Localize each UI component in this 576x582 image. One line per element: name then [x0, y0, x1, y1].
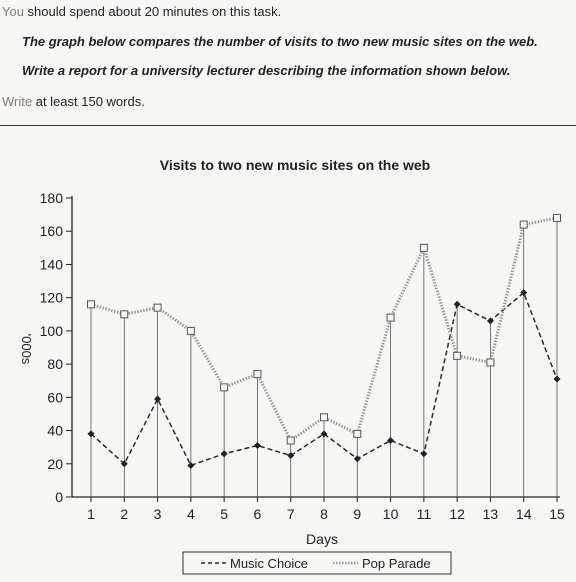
x-tick-label: 7 [286, 506, 295, 522]
x-tick-label: 15 [549, 506, 565, 522]
x-tick-label: 13 [482, 506, 499, 522]
plot-area [40, 190, 565, 522]
instruction-write: Write [2, 94, 33, 109]
chart-title: Visits to two new music sites on the web [159, 157, 431, 173]
x-tick-label: 8 [320, 506, 328, 522]
data-point-pop-parade [154, 304, 161, 311]
data-point-pop-parade [254, 371, 261, 378]
legend-label-music-choice: Music Choice [230, 556, 309, 571]
x-tick-label: 4 [186, 506, 195, 522]
y-tick-label: 80 [47, 356, 63, 373]
x-tick-label: 6 [253, 506, 262, 522]
line-chart [0, 126, 576, 582]
data-point-pop-parade [454, 352, 461, 359]
data-point-pop-parade [354, 430, 361, 437]
y-tick-label: 60 [47, 389, 63, 406]
x-tick-label: 5 [220, 506, 229, 522]
y-axis-label: '000s [19, 333, 34, 365]
data-point-pop-parade [520, 221, 527, 228]
data-point-music-choice [154, 395, 161, 402]
data-point-music-choice [187, 462, 194, 469]
data-point-pop-parade [420, 244, 427, 251]
legend-label-pop-parade: Pop Parade [362, 556, 431, 571]
data-point-pop-parade [387, 314, 394, 321]
y-tick-label: 100 [39, 322, 63, 339]
data-point-music-choice [454, 301, 461, 308]
x-tick-label: 11 [416, 506, 432, 522]
data-point-pop-parade [221, 384, 228, 391]
x-tick-label: 12 [449, 506, 465, 522]
data-point-pop-parade [287, 437, 294, 444]
y-tick-label: 20 [47, 455, 63, 472]
data-point-music-choice [554, 376, 561, 383]
x-tick-label: 3 [153, 506, 162, 522]
series-line-pop-parade [91, 218, 557, 441]
y-tick-label: 160 [39, 223, 63, 240]
data-point-music-choice [354, 455, 361, 462]
x-tick-label: 9 [353, 506, 362, 522]
data-point-pop-parade [554, 214, 561, 221]
legend [183, 552, 451, 574]
data-point-music-choice [420, 450, 427, 457]
instruction-you: You [2, 4, 24, 19]
y-tick-label: 140 [39, 256, 63, 273]
instruction-time-text: should spend about 20 minutes on this task. [23, 4, 282, 19]
data-point-pop-parade [88, 301, 95, 308]
data-point-pop-parade [487, 359, 494, 366]
instruction-words [2, 94, 145, 109]
data-point-music-choice [387, 437, 394, 444]
y-tick-label: 40 [47, 422, 63, 439]
y-tick-label: 120 [39, 289, 63, 306]
y-tick-label: 0 [55, 489, 63, 505]
x-tick-label: 2 [120, 506, 129, 522]
x-tick-label: 10 [382, 506, 399, 522]
x-tick-label: 1 [87, 506, 95, 522]
data-point-pop-parade [121, 311, 128, 318]
instruction-graph: The graph below compares the number of visits to two new music sites on the web. [22, 34, 538, 49]
x-axis-label: Days [306, 531, 338, 547]
y-tick-label: 180 [39, 190, 63, 206]
data-point-pop-parade [187, 327, 194, 334]
data-point-pop-parade [321, 414, 328, 421]
instruction-report: Write a report for a university lecturer describing the information shown below. [22, 63, 511, 78]
instruction-words-text: at least 150 words. [32, 94, 145, 109]
instruction-time [2, 4, 281, 19]
data-point-music-choice [221, 450, 228, 457]
x-tick-label: 14 [515, 506, 532, 522]
data-point-music-choice [487, 317, 494, 324]
data-point-music-choice [254, 442, 261, 449]
